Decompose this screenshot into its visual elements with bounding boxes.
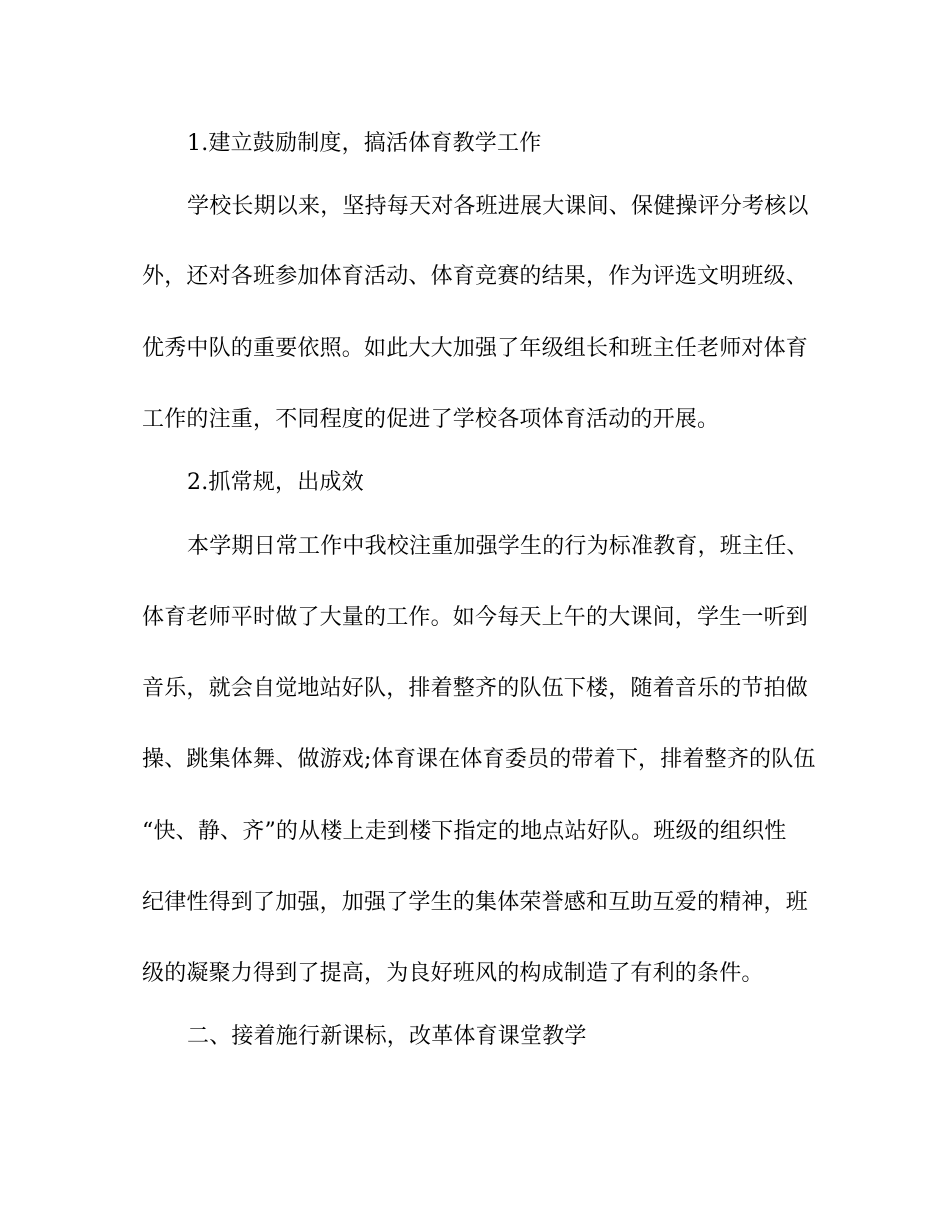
section-heading-curriculum-reform: 二、接着施行新课标，改革体育课堂教学 [187, 1024, 587, 1049]
paragraph-line: 纪律性得到了加强，加强了学生的集体荣誉感和互助互爱的精神，班 [142, 890, 809, 915]
section-heading-encouragement-system: 1.建立鼓励制度，搞活体育教学工作 [187, 131, 542, 156]
paragraph-line: 学校长期以来，坚持每天对各班进展大课间、保健操评分考核以 [187, 194, 809, 219]
paragraph-line: 工作的注重，不同程度的促进了学校各项体育活动的开展。 [142, 407, 720, 432]
paragraph-line: 级的凝聚力得到了提高，为良好班风的构成制造了有利的条件。 [142, 961, 764, 986]
paragraph-line: “快、静、齐”的从楼上走到楼下指定的地点站好队。班级的组织性 [142, 819, 787, 844]
paragraph-line: 优秀中队的重要依照。如此大大加强了年级组长和班主任老师对体育 [142, 336, 809, 361]
paragraph-line: 操、跳集体舞、做游戏;体育课在体育委员的带着下，排着整齐的队伍 [142, 747, 816, 772]
paragraph-line: 本学期日常工作中我校注重加强学生的行为标准教育，班主任、 [187, 534, 809, 559]
paragraph-line: 音乐，就会自觉地站好队，排着整齐的队伍下楼，随着音乐的节拍做 [142, 676, 809, 701]
paragraph-line: 外，还对各班参加体育活动、体育竞赛的结果，作为评选文明班级、 [142, 264, 809, 289]
section-heading-routine: 2.抓常规，出成效 [187, 470, 364, 495]
paragraph-line: 体育老师平时做了大量的工作。如今每天上午的大课间，学生一听到 [142, 605, 809, 630]
